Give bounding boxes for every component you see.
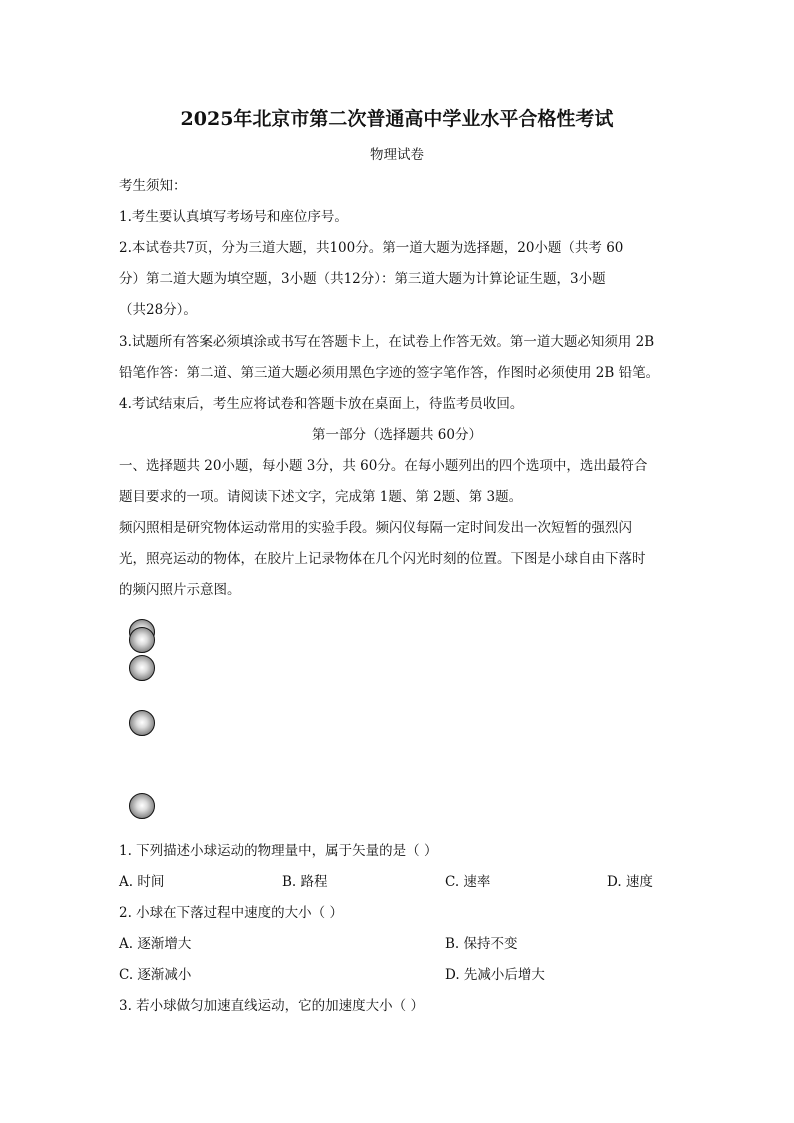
- notice-line: 1.考生要认真填写考场号和座位序号。: [119, 209, 348, 225]
- option-c[interactable]: C. 逐渐减小: [119, 967, 192, 983]
- passage-line: 光，照亮运动的物体，在胶片上记录物体在几个闪光时刻的位置。下图是小球自由下落时: [119, 551, 646, 567]
- notice-line: 分）第二道大题为填空题，3小题（共12分）：第三道大题为计算论证生题，3小题: [119, 271, 606, 287]
- ball-image: [129, 793, 155, 819]
- ball-image: [129, 627, 155, 653]
- part-heading: 第一部分（选择题共 60分）: [312, 427, 482, 443]
- section-intro-line: 题目要求的一项。请阅读下述文字，完成第 1题、第 2题、第 3题。: [119, 489, 523, 505]
- question-stem: 2. 小球在下落过程中速度的大小（ ）: [119, 905, 343, 921]
- option-a[interactable]: A. 时间: [119, 874, 165, 890]
- option-c[interactable]: C. 速率: [445, 874, 491, 890]
- ball-image: [129, 710, 155, 736]
- paper-subtitle: 物理试卷: [370, 147, 424, 163]
- option-a[interactable]: A. 逐渐增大: [119, 936, 192, 952]
- question-stem: 3. 若小球做匀加速直线运动，它的加速度大小（ ）: [119, 998, 424, 1014]
- passage-line: 的频闪照片示意图。: [119, 582, 241, 598]
- notice-line: 铅笔作答：第二道、第三道大题必须用黑色字迹的签字笔作答，作图时必须使用 2B 铅笔。: [119, 365, 660, 381]
- notice-heading: 考生须知：: [119, 178, 187, 194]
- section-intro-line: 一、选择题共 20小题，每小题 3分，共 60分。在每小题列出的四个选项中，选出最符合: [119, 458, 648, 474]
- notice-line: （共28分）。: [119, 302, 197, 318]
- option-b[interactable]: B. 路程: [282, 874, 328, 890]
- passage-line: 频闪照相是研究物体运动常用的实验手段。频闪仪每隔一定时间发出一次短暂的强烈闪: [119, 520, 632, 536]
- option-b[interactable]: B. 保持不变: [445, 936, 518, 952]
- ball-image: [129, 655, 155, 681]
- option-d[interactable]: D. 速度: [607, 874, 653, 890]
- notice-line: 3.试题所有答案必须填涂或书写在答题卡上，在试卷上作答无效。第一道大题必知须用 2B: [119, 334, 655, 350]
- question-stem: 1. 下列描述小球运动的物理量中，属于矢量的是（ ）: [119, 843, 438, 859]
- exam-title: 2025年北京市第二次普通高中学业水平合格性考试: [180, 108, 614, 130]
- option-d[interactable]: D. 先减小后增大: [445, 967, 545, 983]
- notice-line: 4.考试结束后，考生应将试卷和答题卡放在桌面上，待监考员收回。: [119, 396, 524, 412]
- notice-line: 2.本试卷共7页，分为三道大题，共100分。第一道大题为选择题，20小题（共考 60: [119, 240, 624, 256]
